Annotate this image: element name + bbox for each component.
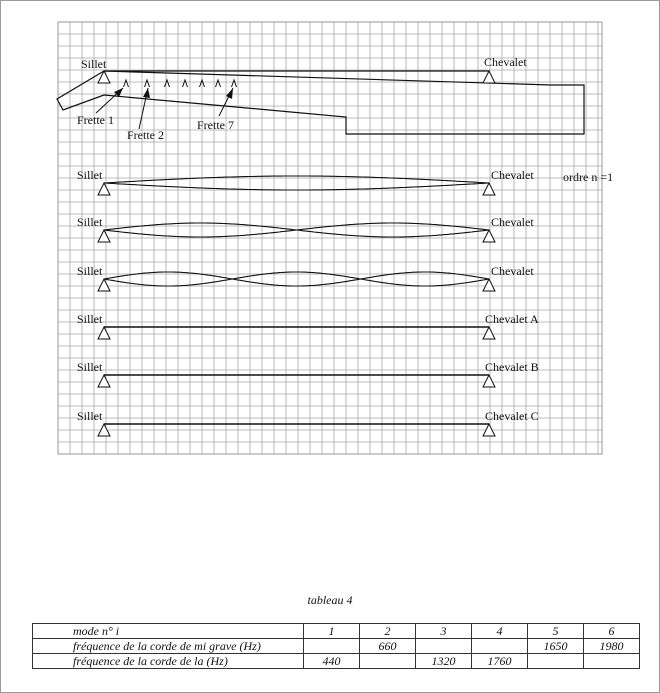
guitar-chevalet-label: Chevalet [484, 55, 527, 69]
mode-header: 5 [528, 624, 584, 639]
table-cell [416, 639, 472, 654]
table-cell [360, 654, 416, 669]
chevalet-label: Chevalet [491, 215, 534, 229]
mode-header: 3 [416, 624, 472, 639]
table-cell: 440 [304, 654, 360, 669]
table-cell [584, 654, 640, 669]
chevalet-label: Chevalet B [485, 360, 539, 374]
chevalet-label: Chevalet A [485, 312, 539, 326]
table-cell [528, 654, 584, 669]
frette-1-label: Frette 1 [77, 113, 114, 127]
table-cell: 1320 [416, 654, 472, 669]
table-cell: 1760 [472, 654, 528, 669]
table-cell: 660 [360, 639, 416, 654]
table-cell: 1980 [584, 639, 640, 654]
mode-header: 1 [304, 624, 360, 639]
table-header-row [33, 624, 640, 639]
string-vibration-diagram [1, 1, 659, 471]
row-label: fréquence de la corde de mi grave (Hz) [33, 639, 304, 654]
guitar-sillet-label: Sillet [81, 57, 107, 71]
table-row [33, 639, 640, 654]
chevalet-label: Chevalet [491, 168, 534, 182]
order-note: ordre n =1 [563, 170, 614, 184]
row-label: fréquence de la corde de la (Hz) [33, 654, 304, 669]
frette-2-label: Frette 2 [127, 128, 164, 142]
chevalet-label: Chevalet [491, 264, 534, 278]
chevalet-label: Chevalet C [485, 409, 539, 423]
frequency-table [32, 623, 640, 669]
sillet-label: Sillet [77, 360, 103, 374]
sillet-label: Sillet [77, 264, 103, 278]
mode-header: 2 [360, 624, 416, 639]
sillet-label: Sillet [77, 168, 103, 182]
table-cell [472, 639, 528, 654]
grid [58, 22, 602, 454]
table-cell: 1650 [528, 639, 584, 654]
header-label: mode n° i [33, 624, 304, 639]
sillet-label: Sillet [77, 215, 103, 229]
table-cell [304, 639, 360, 654]
table-caption: tableau 4 [307, 593, 353, 607]
frette-7-label: Frette 7 [197, 118, 234, 132]
sillet-label: Sillet [77, 312, 103, 326]
mode-header: 4 [472, 624, 528, 639]
sillet-label: Sillet [77, 409, 103, 423]
table-row [33, 654, 640, 669]
mode-header: 6 [584, 624, 640, 639]
